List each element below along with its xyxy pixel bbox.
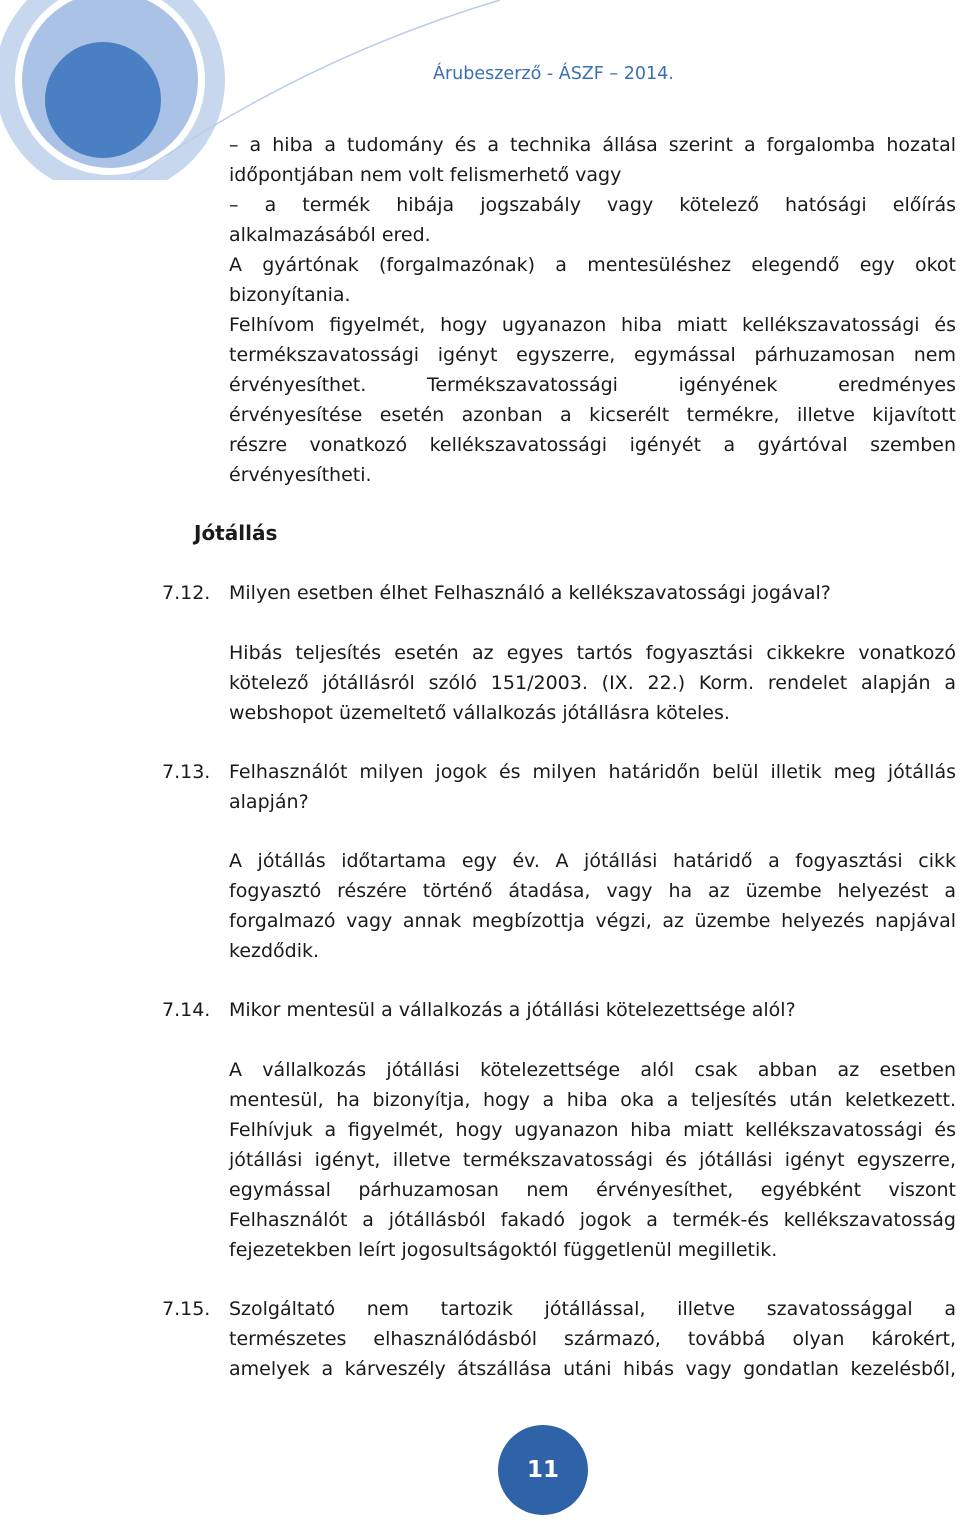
answer-line: fejezetekben leírt jogosultságoktól függetlenül megilletik. — [229, 1239, 778, 1261]
text-line: – a hiba a tudomány és a technika állása szerint a forgalomba hozatal — [229, 134, 956, 156]
section-number: 7.13. — [162, 761, 211, 783]
section-question: Mikor mentesül a vállalkozás a jótállási kötelezettsége alól? — [229, 999, 796, 1021]
answer-line: Felhívjuk a figyelmét, hogy ugyanazon hiba miatt kellékszavatossági és — [229, 1119, 956, 1141]
text-line: részre vonatkozó kellékszavatossági igényét a gyártóval szemben — [229, 434, 956, 456]
section-number: 7.12. — [162, 582, 211, 604]
section-question: alapján? — [229, 791, 309, 813]
section-question: Felhasználót milyen jogok és milyen határidőn belül illetik meg jótállás — [229, 761, 956, 783]
section-number: 7.15. — [162, 1298, 211, 1320]
section-heading: Jótállás — [194, 521, 278, 545]
answer-line: jótállási igényt, illetve termékszavatossági és jótállási igényt egyszerre, — [229, 1149, 956, 1171]
answer-line: webshopot üzemeltető vállalkozás jótállásra köteles. — [229, 702, 730, 724]
page-number: 11 — [526, 1457, 559, 1483]
answer-line: mentesül, ha bizonyítja, hogy a hiba oka a teljesítés után keletkezett. — [229, 1089, 956, 1111]
answer-line: fogyasztó részére történő átadása, vagy ha az üzembe helyezést a — [229, 880, 956, 902]
section-question: Szolgáltató nem tartozik jótállással, illetve szavatossággal a — [229, 1298, 956, 1320]
text-line: érvényesítése esetén azonban a kicserélt termékre, illetve kijavított — [229, 404, 956, 426]
text-line: – a termék hibája jogszabály vagy kötelező hatósági előírás — [229, 194, 956, 216]
text-line: Felhívom figyelmét, hogy ugyanazon hiba miatt kellékszavatossági és — [229, 314, 956, 336]
section-question: amelyek a kárveszély átszállása utáni hibás vagy gondatlan kezelésből, — [229, 1358, 956, 1380]
text-line: érvényesítheti. — [229, 464, 372, 486]
page-number-badge — [498, 1425, 588, 1515]
decor-circle-dark — [45, 42, 161, 158]
answer-line: forgalmazó vagy annak megbízottja végzi, az üzembe helyezés napjával — [229, 910, 956, 932]
section-number: 7.14. — [162, 999, 211, 1021]
section-question: Milyen esetben élhet Felhasználó a kellékszavatossági jogával? — [229, 582, 831, 604]
text-line: alkalmazásából ered. — [229, 224, 431, 246]
text-line: termékszavatossági igényt egyszerre, egymással párhuzamosan nem — [229, 344, 956, 366]
answer-line: Hibás teljesítés esetén az egyes tartós fogyasztási cikkekre vonatkozó — [229, 642, 956, 664]
answer-line: Felhasználót a jótállásból fakadó jogok a termék-és kellékszavatosság — [229, 1209, 956, 1231]
section-question: természetes elhasználódásból származó, továbbá olyan károkért, — [229, 1328, 956, 1350]
answer-line: A jótállás időtartama egy év. A jótállási határidő a fogyasztási cikk — [229, 850, 956, 872]
answer-line: kötelező jótállásról szóló 151/2003. (IX. 22.) Korm. rendelet alapján a — [229, 672, 956, 694]
text-line: időpontjában nem volt felismerhető vagy — [229, 164, 622, 186]
text-line: érvényesíthet. Termékszavatossági igényének eredményes — [229, 374, 956, 396]
answer-line: egymással párhuzamosan nem érvényesíthet, egyébként viszont — [229, 1179, 956, 1201]
text-line: bizonyítania. — [229, 284, 351, 306]
text-line: A gyártónak (forgalmazónak) a mentesüléshez elegendő egy okot — [229, 254, 956, 276]
answer-line: A vállalkozás jótállási kötelezettsége alól csak abban az esetben — [229, 1059, 956, 1081]
running-header: Árubeszerző - ÁSZF – 2014. — [433, 64, 674, 84]
answer-line: kezdődik. — [229, 940, 320, 962]
